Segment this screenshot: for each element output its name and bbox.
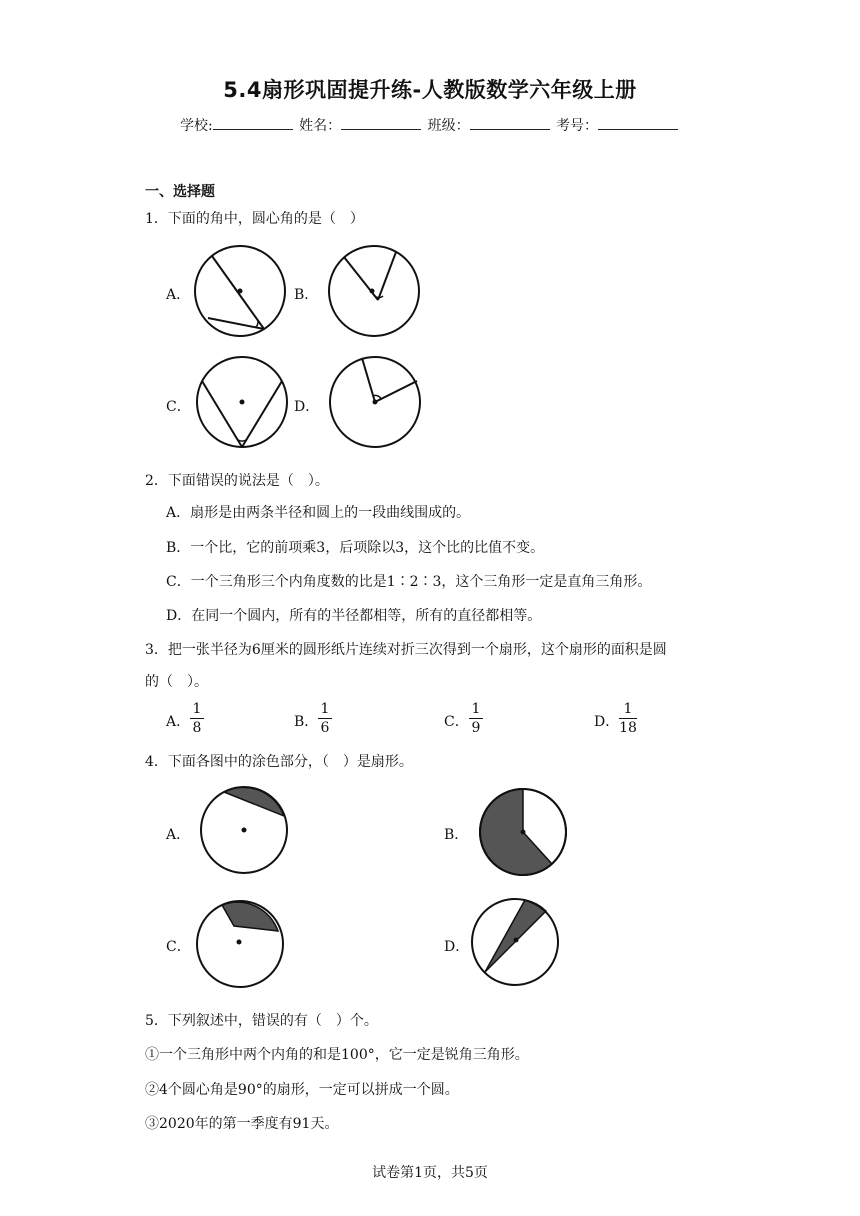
- question-5-text: 5．下列叙述中，错误的有（ ）个。: [145, 1013, 378, 1029]
- q2-option-a[interactable]: A．扇形是由两条半径和圆上的一段曲线围成的。: [166, 505, 471, 521]
- q3-option-c-label: C．: [444, 714, 469, 730]
- q3-option-d-label: D．: [594, 714, 620, 730]
- question-2-text: 2．下面错误的说法是（ ）。: [145, 473, 329, 489]
- q1-option-d-label: D．: [294, 399, 320, 415]
- class-blank[interactable]: [470, 117, 550, 130]
- denominator: 6: [320, 720, 330, 736]
- denominator: 9: [471, 720, 481, 736]
- numerator: 1: [192, 701, 202, 717]
- q4-option-c-figure: [196, 900, 284, 988]
- q1-option-a-label: A．: [166, 287, 191, 303]
- q3-option-b-fraction[interactable]: [318, 701, 332, 736]
- q5-statement-2: ②4个圆心角是90°的扇形，一定可以拼成一个圆。: [145, 1082, 459, 1098]
- q4-option-a-label: A．: [166, 827, 191, 843]
- q2-option-b[interactable]: B．一个比，它的前项乘3，后项除以3，这个比的比值不变。: [166, 540, 545, 556]
- q1-option-b-figure: [328, 245, 420, 337]
- q1-option-b-label: B．: [294, 287, 319, 303]
- section-heading-choice: 一、选择题: [145, 184, 215, 200]
- q4-option-c-label: C．: [166, 939, 191, 955]
- numerator: 1: [471, 701, 481, 717]
- student-info-line: [0, 115, 860, 135]
- denominator: 18: [619, 720, 637, 736]
- exam-no-blank[interactable]: [598, 117, 678, 130]
- q5-statement-3: ③2020年的第一季度有91天。: [145, 1116, 339, 1132]
- q3-option-d-fraction[interactable]: [619, 701, 637, 736]
- question-3-text-line1: 3．把一张半径为6厘米的圆形纸片连续对折三次得到一个扇形，这个扇形的面积是圆: [145, 642, 667, 658]
- q1-option-d-figure: [329, 356, 421, 448]
- q1-option-c-figure: [196, 356, 288, 448]
- class-label: 班级：: [427, 118, 470, 134]
- exam-no-label: 考号：: [556, 118, 599, 134]
- question-3-text-line2: 的（ ）。: [145, 674, 208, 690]
- name-label: 姓名：: [299, 118, 342, 134]
- school-blank[interactable]: [213, 117, 293, 130]
- q5-statement-1: ①一个三角形中两个内角的和是100°，它一定是锐角三角形。: [145, 1047, 529, 1063]
- q2-option-c[interactable]: C．一个三角形三个内角度数的比是1∶2∶3，这个三角形一定是直角三角形。: [166, 574, 652, 590]
- q4-option-b-label: B．: [444, 827, 469, 843]
- q4-option-d-label: D．: [444, 939, 470, 955]
- q4-option-d-figure: [471, 898, 559, 986]
- q4-option-a-figure: [200, 786, 288, 874]
- page-title: 5.4扇形巩固提升练-人教版数学六年级上册: [223, 78, 637, 102]
- q1-option-a-figure: [194, 245, 286, 337]
- q4-option-b-figure: [479, 788, 567, 876]
- numerator: 1: [623, 701, 633, 717]
- question-1-text: 1．下面的角中，圆心角的是（ ）: [145, 211, 364, 227]
- numerator: 1: [320, 701, 330, 717]
- school-label: 学校:: [179, 118, 213, 134]
- q3-option-b-label: B．: [294, 714, 319, 730]
- q1-option-c-label: C．: [166, 399, 191, 415]
- page-footer: 试卷第1页，共5页: [372, 1165, 488, 1181]
- q3-option-a-fraction[interactable]: [190, 701, 204, 736]
- q3-option-c-fraction[interactable]: [469, 701, 483, 736]
- denominator: 8: [192, 720, 202, 736]
- q3-option-a-label: A．: [166, 714, 191, 730]
- name-blank[interactable]: [341, 117, 421, 130]
- q2-option-d[interactable]: D．在同一个圆内，所有的半径都相等，所有的直径都相等。: [166, 608, 542, 624]
- question-4-text: 4．下面各图中的涂色部分，（ ）是扇形。: [145, 754, 413, 770]
